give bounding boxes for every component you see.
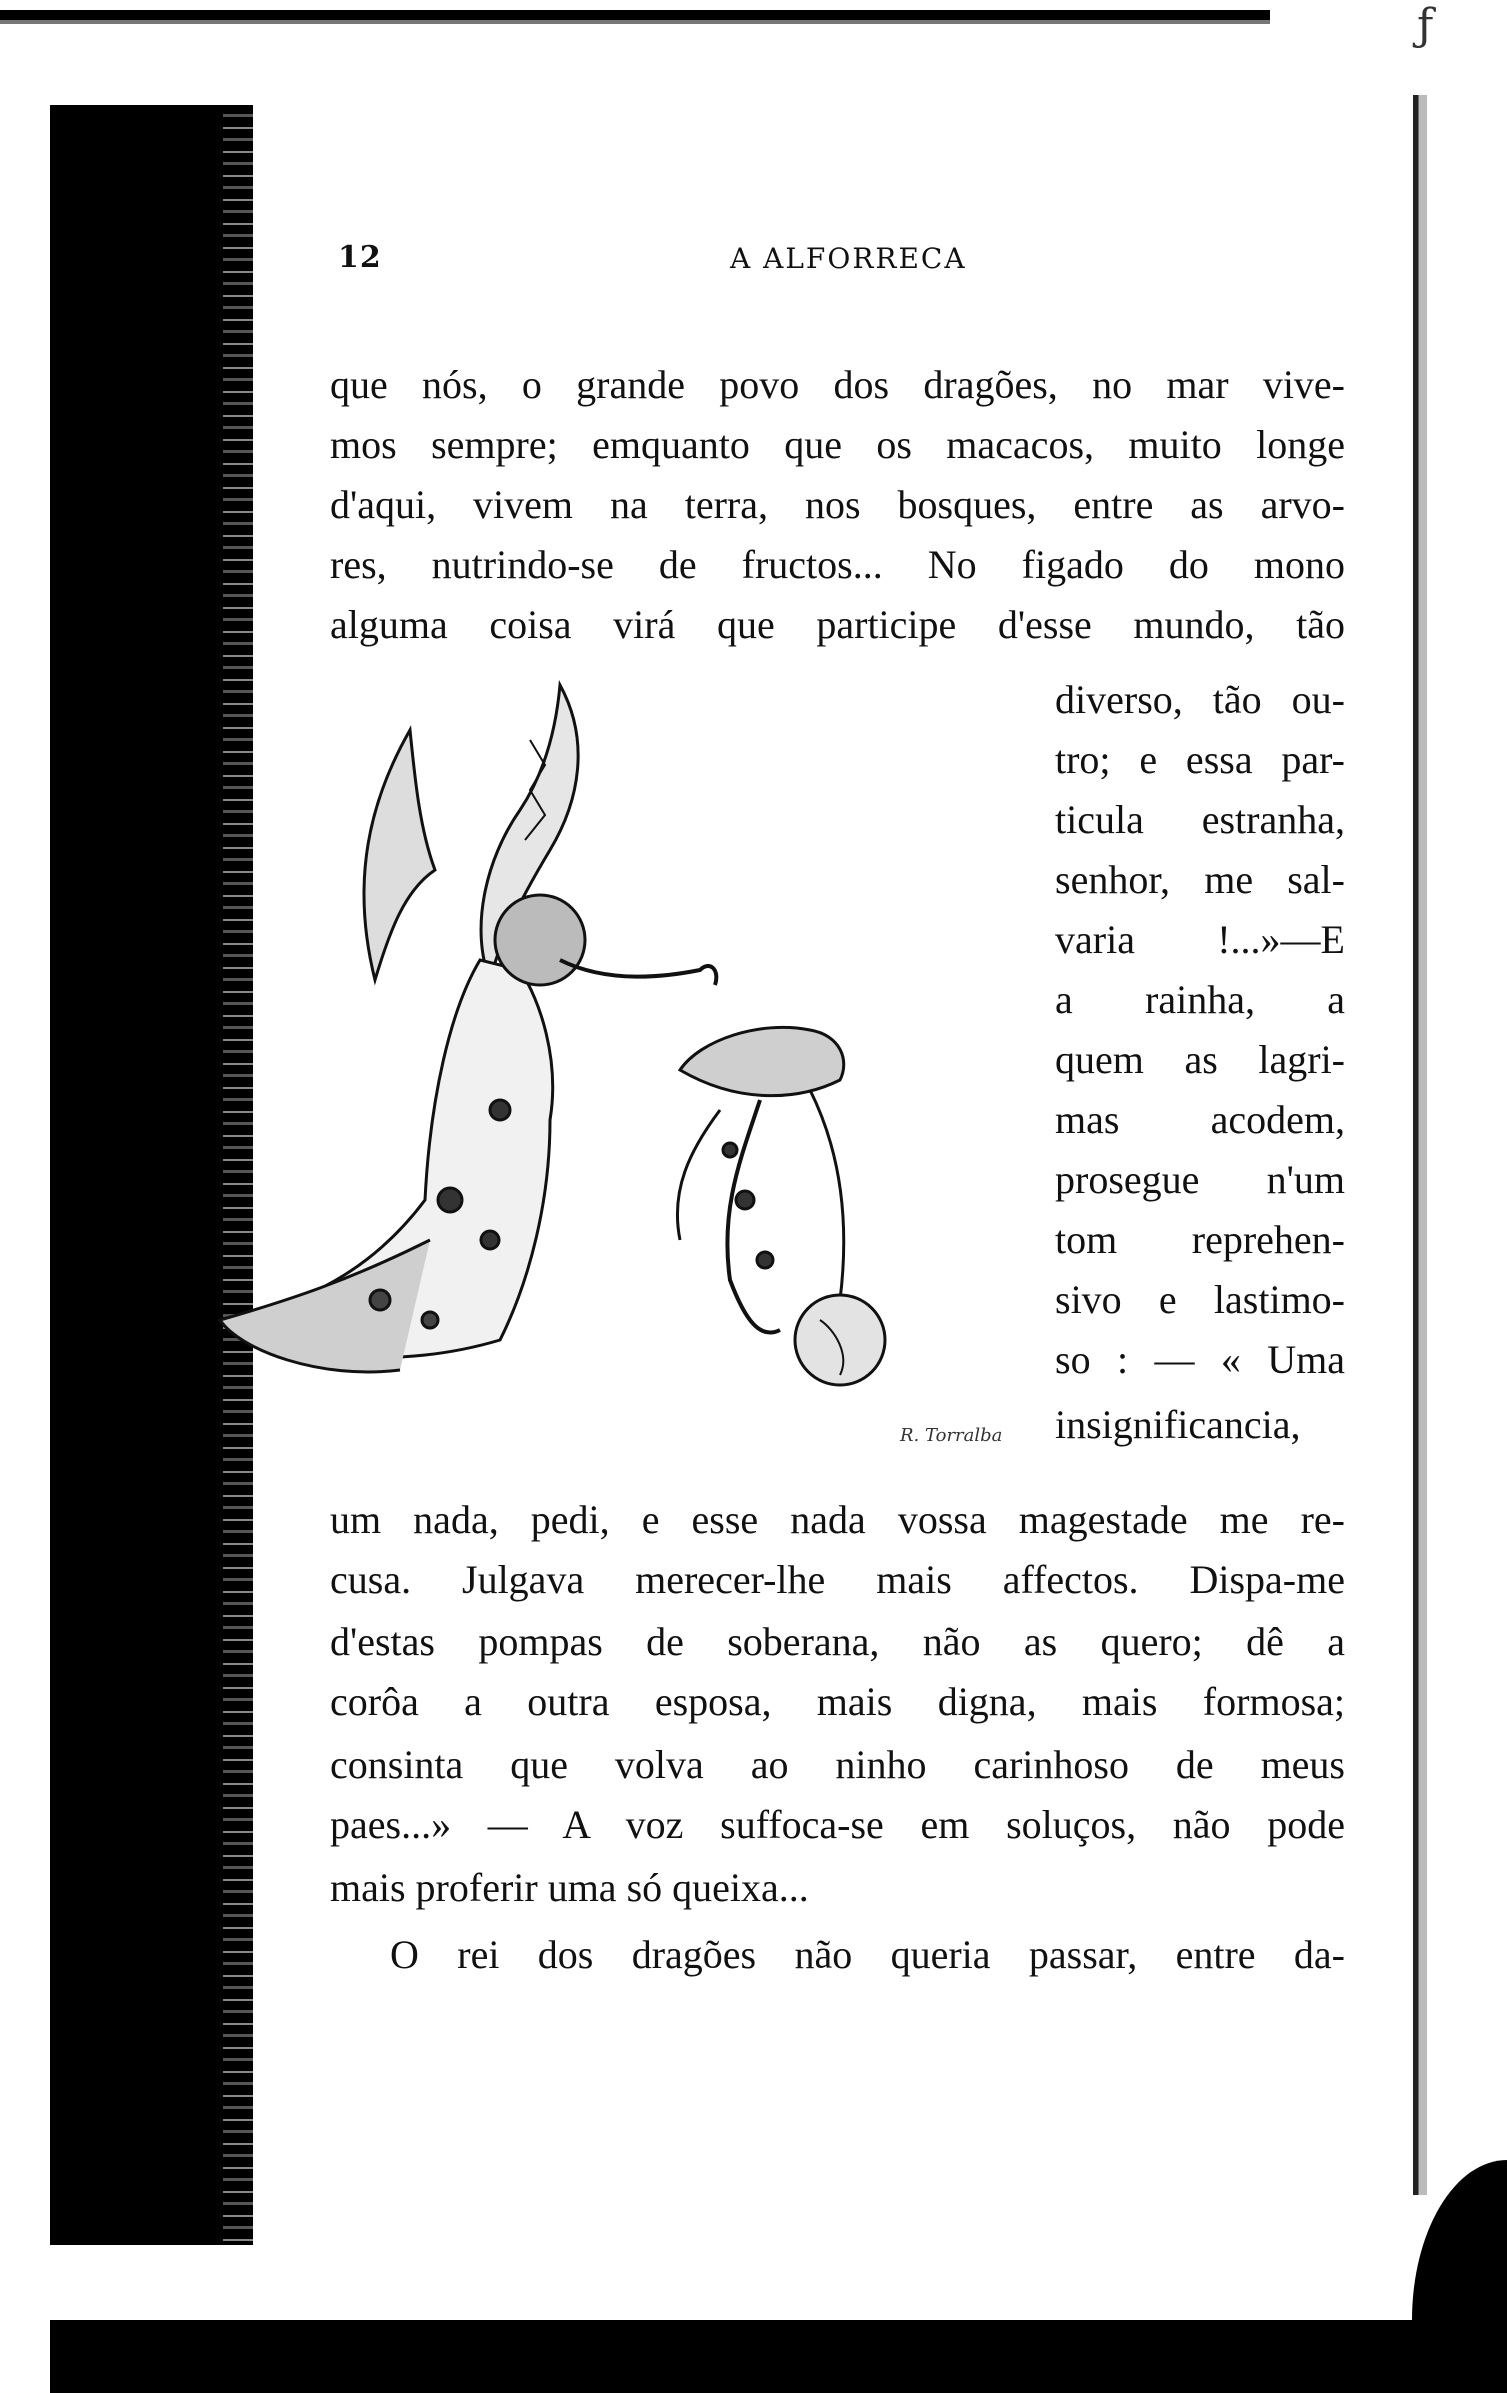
text-line: cusa. Julgava merecer-lhe mais affectos. Dispa-me <box>330 1557 1345 1602</box>
scan-top-rule <box>0 10 1270 24</box>
text-line-narrow: sivo e lastimo- <box>1055 1277 1345 1322</box>
text-line: paes...» — A voz suffoca-se em soluços, não pode <box>330 1802 1345 1847</box>
text-line-narrow: prosegue n'um <box>1055 1157 1345 1202</box>
queen-jellyfish-figure <box>677 1027 885 1385</box>
text-line: mais proferir uma só queixa... <box>330 1865 809 1910</box>
text-line-narrow: tro; e essa par- <box>1055 737 1345 782</box>
text-line: d'estas pompas de soberana, não as quero; dê a <box>330 1619 1345 1664</box>
scan-left-edge <box>50 105 225 2245</box>
text-line: corôa a outra esposa, mais digna, mais formosa; <box>330 1679 1345 1724</box>
scan-bottom-bar <box>50 2320 1507 2393</box>
scan-right-edge <box>1413 95 1427 2195</box>
text-line-narrow: mas acodem, <box>1055 1097 1345 1142</box>
dragon-illustration <box>200 680 1040 1480</box>
text-line-narrow: varia !...»—E <box>1055 917 1345 962</box>
artist-signature: R. Torralba <box>900 1425 1003 1446</box>
running-title: A ALFORRECA <box>730 242 967 275</box>
text-line-narrow: insignificancia, <box>1055 1402 1301 1447</box>
text-line-narrow: a rainha, a <box>1055 977 1345 1022</box>
running-head <box>330 240 1345 290</box>
text-line: que nós, o grande povo dos dragões, no mar vive- <box>330 362 1345 407</box>
text-line: res, nutrindo-se de fructos... No figado do mono <box>330 542 1345 587</box>
text-line: consinta que volva ao ninho carinhoso de meus <box>330 1742 1345 1787</box>
text-line: alguma coisa virá que participe d'esse mundo, tão <box>330 602 1345 647</box>
page-number: 12 <box>338 240 382 275</box>
text-line-narrow: senhor, me sal- <box>1055 857 1345 902</box>
text-line-narrow: so : — « Uma <box>1055 1337 1345 1382</box>
text-line-narrow: ticula estranha, <box>1055 797 1345 842</box>
paragraph-first-line: O rei dos dragões não queria passar, entre da- <box>390 1932 1345 1977</box>
text-line: d'aqui, vivem na terra, nos bosques, entre as arvo- <box>330 482 1345 527</box>
text-line-narrow: tom reprehen- <box>1055 1217 1345 1262</box>
dragon-king-figure <box>220 685 716 1372</box>
text-line-narrow: quem as lagri- <box>1055 1037 1345 1082</box>
scan-corner-mark: ƒ <box>1417 0 1434 51</box>
text-line-narrow: diverso, tão ou- <box>1055 677 1345 722</box>
text-line: um nada, pedi, e esse nada vossa magestade me re- <box>330 1497 1345 1542</box>
text-line: mos sempre; emquanto que os macacos, muito longe <box>330 422 1345 467</box>
